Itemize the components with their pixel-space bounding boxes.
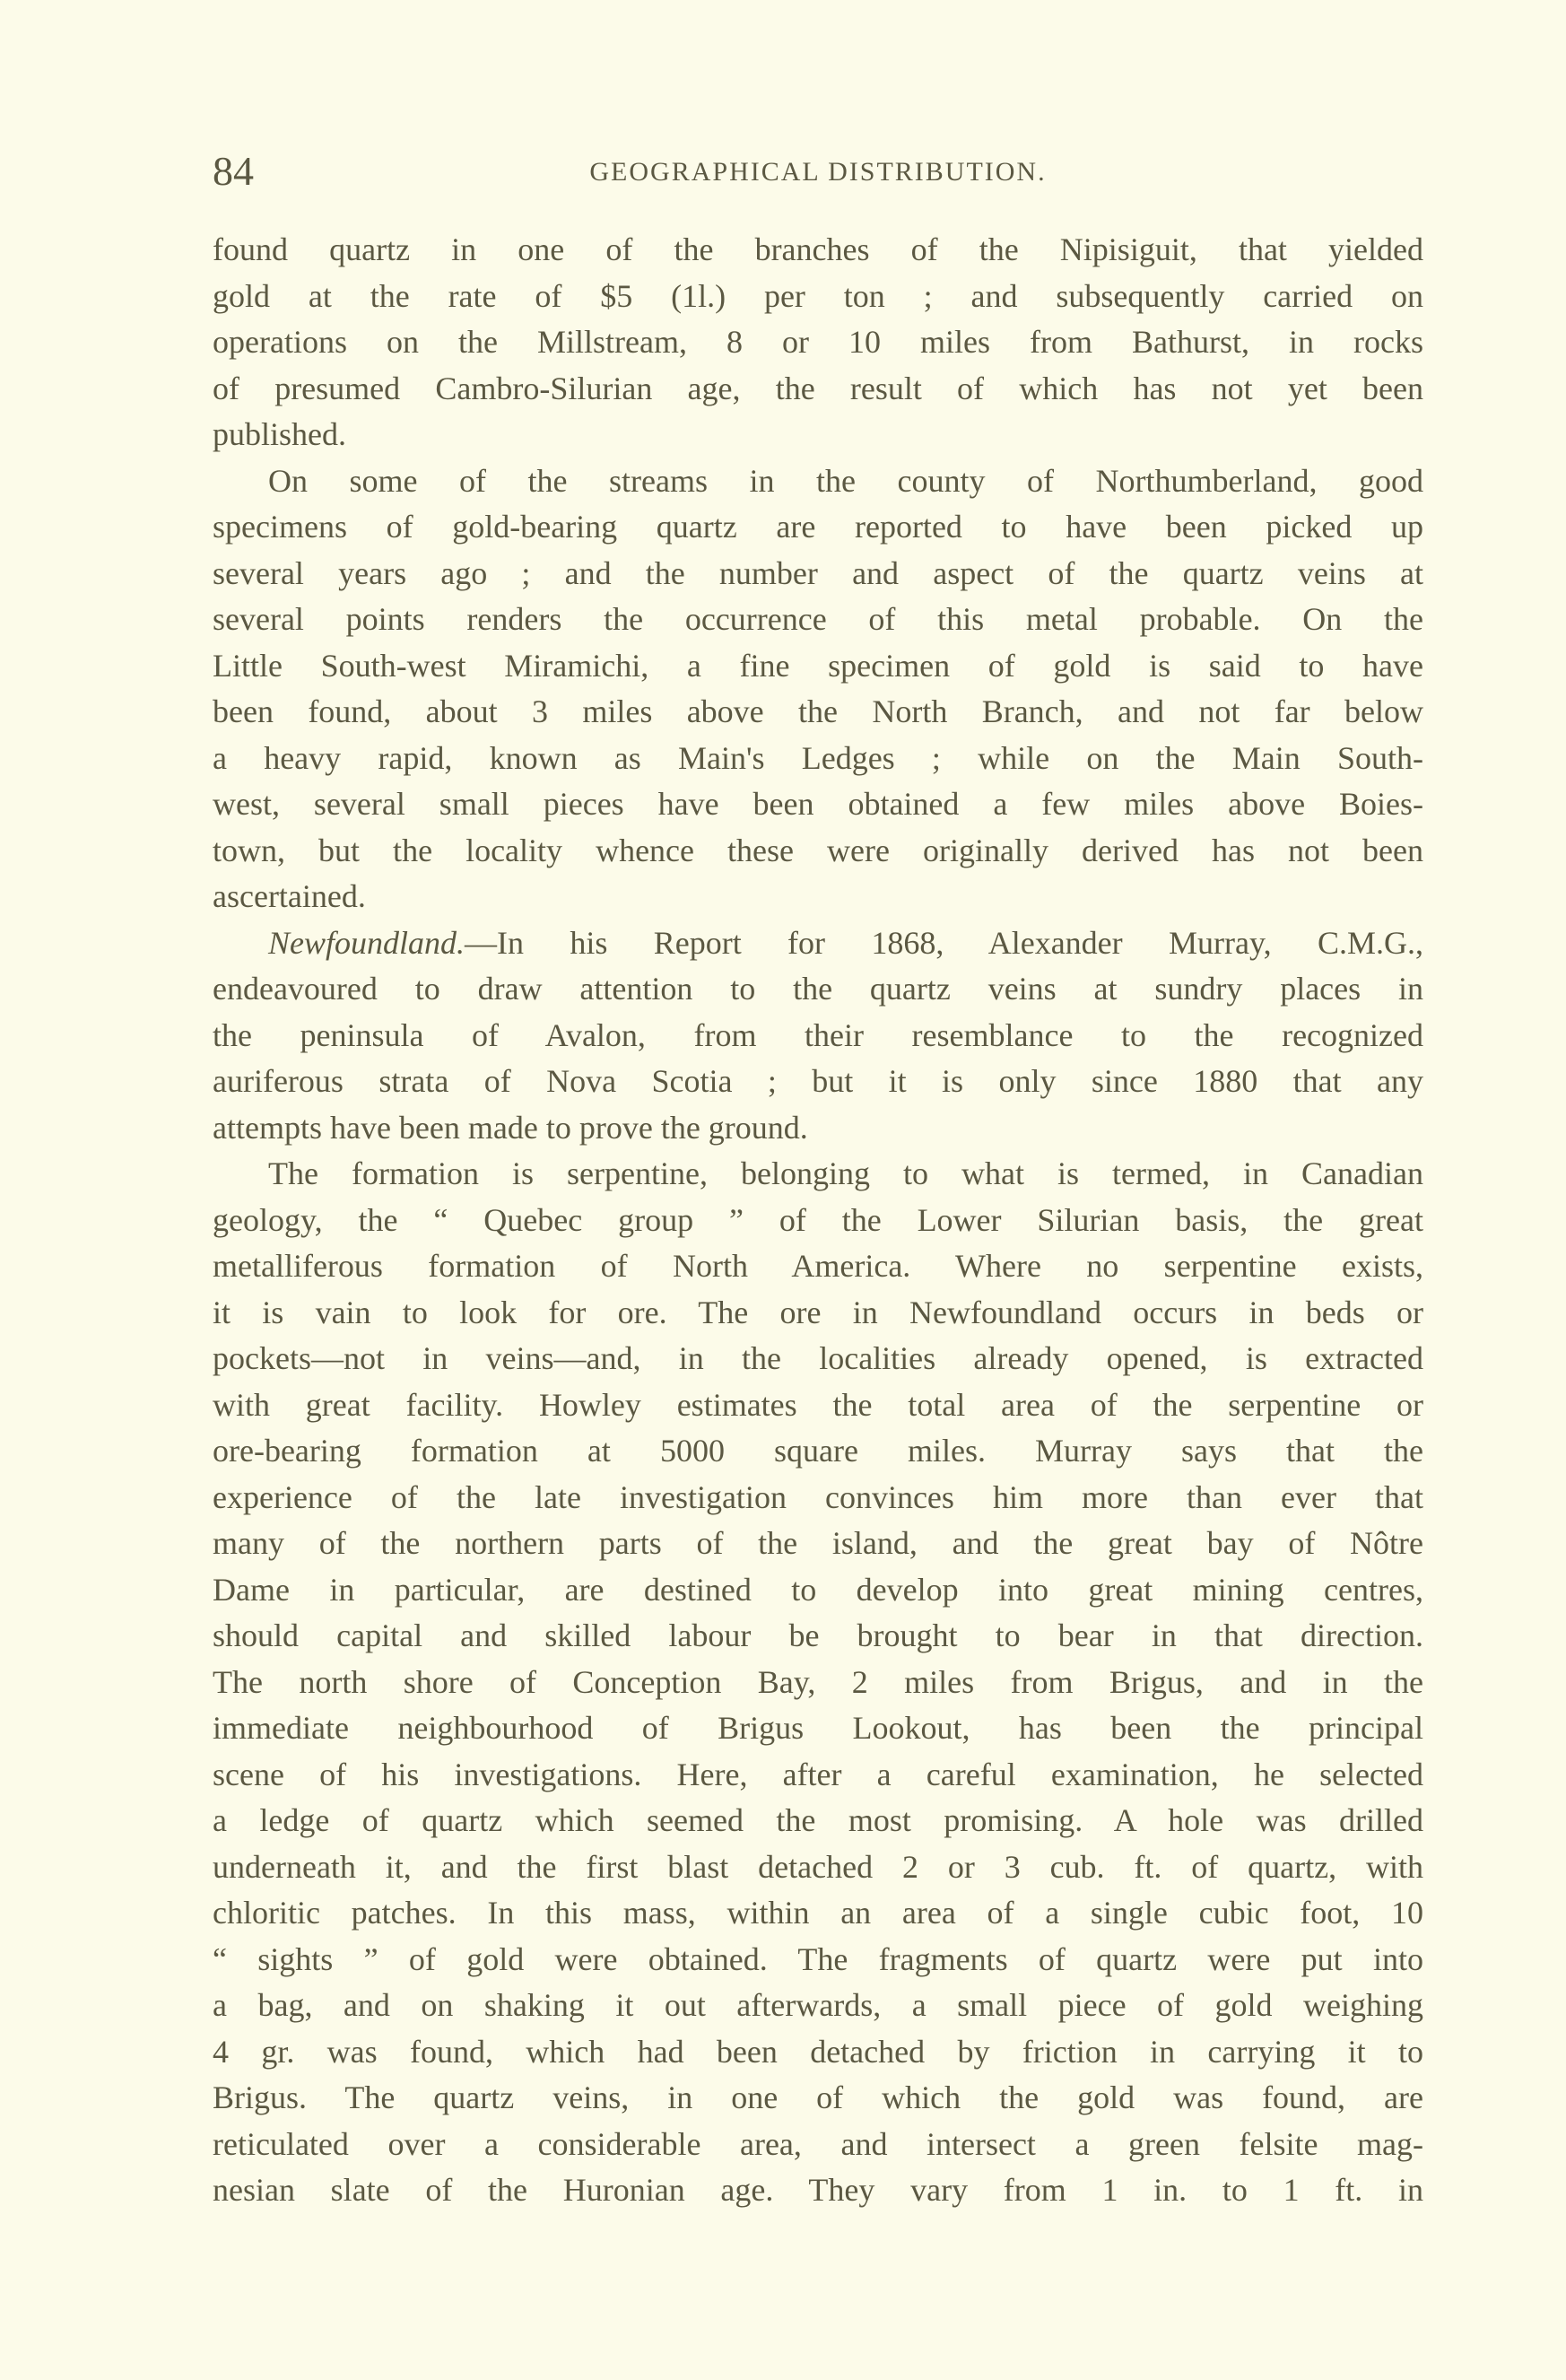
- line-text: many of the northern parts of the island, and the great bay of Nôtre: [213, 1525, 1423, 1561]
- line-text: should capital and skilled labour be brought to bear in that direction.: [213, 1617, 1423, 1653]
- text-line: [213, 227, 1423, 274]
- paragraph: [213, 458, 1423, 920]
- text-line: [213, 874, 1423, 920]
- text-line: [213, 2029, 1423, 2076]
- text-line: [213, 2167, 1423, 2214]
- line-text: endeavoured to draw attention to the quartz veins at sundry places in: [213, 971, 1423, 1007]
- text-line: [213, 319, 1423, 366]
- paragraph: [213, 1151, 1423, 2214]
- paragraph: [213, 920, 1423, 1152]
- text-line: [213, 1844, 1423, 1891]
- text-line: [213, 1798, 1423, 1844]
- line-text: “ sights ” of gold were obtained. The fragments of quartz were put into: [213, 1940, 1423, 1977]
- text-line: [213, 1752, 1423, 1799]
- line-text: specimens of gold-bearing quartz are reported to have been picked up: [213, 509, 1423, 545]
- line-text: —In his Report for 1868, Alexander Murray, C.M.G.,: [465, 924, 1423, 961]
- line-text: ascertained.: [213, 878, 366, 914]
- text-line: [213, 274, 1423, 320]
- section-heading-italic: Newfoundland.: [268, 924, 465, 961]
- line-text: been found, about 3 miles above the North Branch, and not far below: [213, 693, 1423, 729]
- line-text: a heavy rapid, known as Main's Ledges ; while on the Main South-: [213, 739, 1423, 776]
- text-line: [213, 412, 1423, 458]
- line-text: several years ago ; and the number and aspect of the quartz veins at: [213, 554, 1423, 591]
- text-line: [213, 966, 1423, 1013]
- text-line: [213, 1983, 1423, 2029]
- text-line: [213, 643, 1423, 690]
- line-text: Little South-west Miramichi, a fine specimen of gold is said to have: [213, 647, 1423, 684]
- text-line: [213, 1521, 1423, 1567]
- line-text: pockets—not in veins—and, in the localities already opened, is extracted: [213, 1340, 1423, 1376]
- text-line: [213, 920, 1423, 967]
- running-title: GEOGRAPHICAL DISTRIBUTION.: [589, 157, 1047, 187]
- text-line: [213, 828, 1423, 875]
- page-body: [213, 227, 1423, 2214]
- line-text: scene of his investigations. Here, after a careful examination, he selected: [213, 1756, 1423, 1792]
- line-text: attempts have been made to prove the ground.: [213, 1109, 808, 1146]
- page-header: [213, 149, 1423, 194]
- text-line: [213, 1475, 1423, 1521]
- line-text: west, several small pieces have been obtained a few miles above Boies-: [213, 786, 1423, 822]
- text-line: [213, 1428, 1423, 1475]
- text-line: [213, 458, 1423, 505]
- text-line: [213, 504, 1423, 551]
- text-line: [213, 1705, 1423, 1752]
- line-text: of presumed Cambro-Silurian age, the result of which has not yet been: [213, 370, 1423, 406]
- paragraph: [213, 227, 1423, 458]
- line-text: a bag, and on shaking it out afterwards, a small piece of gold weighing: [213, 1987, 1423, 2023]
- line-text: the peninsula of Avalon, from their resemblance to the recognized: [213, 1016, 1423, 1053]
- text-line: [213, 597, 1423, 643]
- text-line: [213, 366, 1423, 413]
- line-text: geology, the “ Quebec group ” of the Lower Silurian basis, the great: [213, 1201, 1423, 1238]
- line-text: gold at the rate of $5 (1l.) per ton ; and subsequently carried on: [213, 277, 1423, 314]
- text-line: [213, 551, 1423, 597]
- text-line: [213, 1290, 1423, 1337]
- text-line: [213, 1613, 1423, 1660]
- text-line: [213, 1890, 1423, 1937]
- text-line: [213, 1567, 1423, 1614]
- text-line: [213, 689, 1423, 736]
- line-text: 4 gr. was found, which had been detached by friction in carrying it to: [213, 2033, 1423, 2070]
- page-number: 84: [213, 148, 254, 194]
- line-text: Brigus. The quartz veins, in one of which the gold was found, are: [213, 2079, 1423, 2115]
- text-line: [213, 2122, 1423, 2168]
- line-text: operations on the Millstream, 8 or 10 miles from Bathurst, in rocks: [213, 324, 1423, 360]
- line-text: found quartz in one of the branches of the Nipisiguit, that yielded: [213, 231, 1423, 267]
- text-line: [213, 736, 1423, 782]
- line-text: it is vain to look for ore. The ore in Newfoundland occurs in beds or: [213, 1294, 1423, 1330]
- text-line: [213, 2075, 1423, 2122]
- line-text: experience of the late investigation convinces him more than ever that: [213, 1478, 1423, 1515]
- line-text: a ledge of quartz which seemed the most promising. A hole was drilled: [213, 1802, 1423, 1838]
- text-line: [213, 1013, 1423, 1059]
- line-text: nesian slate of the Huronian age. They vary from 1 in. to 1 ft. in: [213, 2172, 1423, 2208]
- text-line: [213, 781, 1423, 828]
- text-line: [213, 1151, 1423, 1198]
- line-text: reticulated over a considerable area, and intersect a green felsite mag-: [213, 2125, 1423, 2162]
- line-text: several points renders the occurrence of this metal probable. On the: [213, 601, 1423, 637]
- text-line: [213, 1336, 1423, 1382]
- text-line: [213, 1660, 1423, 1706]
- line-text: chloritic patches. In this mass, within an area of a single cubic foot, 10: [213, 1895, 1423, 1931]
- line-text: ore-bearing formation at 5000 square miles. Murray says that the: [213, 1433, 1423, 1469]
- line-text: with great facility. Howley estimates the total area of the serpentine or: [213, 1386, 1423, 1423]
- text-line: [213, 1382, 1423, 1429]
- text-line: [213, 1243, 1423, 1290]
- text-line: [213, 1059, 1423, 1105]
- line-text: Dame in particular, are destined to develop into great mining centres,: [213, 1571, 1423, 1608]
- line-text: underneath it, and the first blast detached 2 or 3 cub. ft. of quartz, with: [213, 1848, 1423, 1885]
- line-text: published.: [213, 416, 346, 452]
- line-text: town, but the locality whence these were originally derived has not been: [213, 832, 1423, 868]
- line-text: The north shore of Conception Bay, 2 miles from Brigus, and in the: [213, 1663, 1423, 1700]
- line-text: metalliferous formation of North America. Where no serpentine exists,: [213, 1248, 1423, 1284]
- text-line: [213, 1937, 1423, 1983]
- line-text: On some of the streams in the county of Northumberland, good: [268, 462, 1423, 499]
- line-text: immediate neighbourhood of Brigus Lookout, has been the principal: [213, 1710, 1423, 1746]
- text-line: [213, 1105, 1423, 1152]
- line-text: auriferous strata of Nova Scotia ; but it is only since 1880 that any: [213, 1063, 1423, 1099]
- line-text: The formation is serpentine, belonging to what is termed, in Canadian: [268, 1155, 1423, 1191]
- text-line: [213, 1198, 1423, 1244]
